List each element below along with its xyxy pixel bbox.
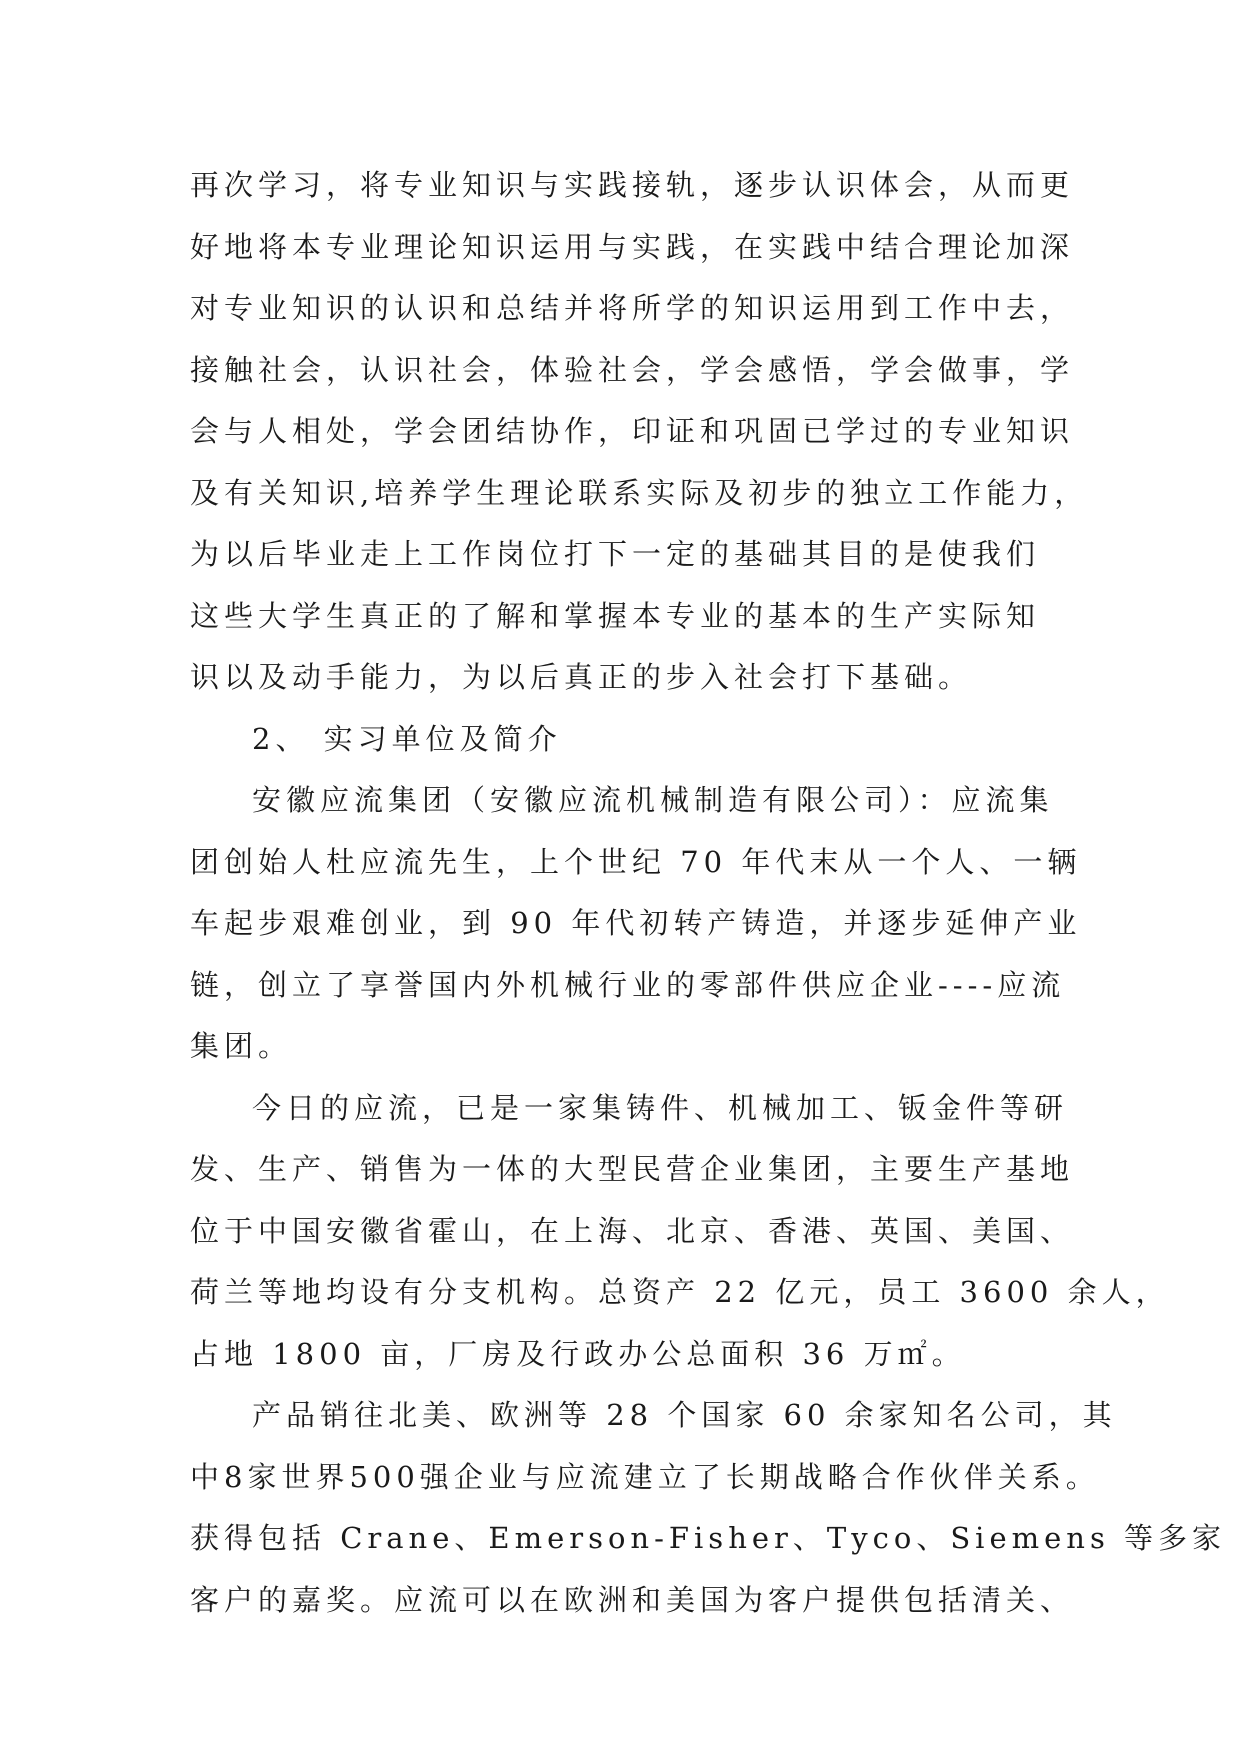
body-text bbox=[190, 155, 1227, 1631]
text-line: 好地将本专业理论知识运用与实践，在实践中结合理论加深 bbox=[190, 229, 1075, 264]
section-heading: 2、 实习单位及简介 bbox=[252, 721, 562, 756]
text-line: 接触社会，认识社会，体验社会，学会感悟，学会做事，学 bbox=[190, 352, 1075, 387]
text-line: 对专业知识的认识和总结并将所学的知识运用到工作中去， bbox=[190, 291, 1075, 325]
text-line: 为以后毕业走上工作岗位打下一定的基础其目的是使我们 bbox=[190, 537, 1041, 571]
text-line: 安徽应流集团（安徽应流机械制造有限公司）：应流集 bbox=[252, 783, 1054, 817]
text-line: 客户的嘉奖。应流可以在欧洲和美国为客户提供包括清关、 bbox=[190, 1582, 1075, 1617]
text-line: 位于中国安徽省霍山，在上海、北京、香港、英国、美国、 bbox=[190, 1213, 1075, 1248]
text-line: 产品销往北美、欧洲等 28 个国家 60 余家知名公司，其 bbox=[252, 1398, 1117, 1432]
text-line: 荷兰等地均设有分支机构。总资产 22 亿元，员工 3600 余人， bbox=[190, 1275, 1170, 1309]
text-line: 链，创立了享誉国内外机械行业的零部件供应企业----应流 bbox=[190, 967, 1066, 1002]
text-line: 识以及动手能力，为以后真正的步入社会打下基础。 bbox=[190, 660, 973, 694]
text-line: 发、生产、销售为一体的大型民营企业集团，主要生产基地 bbox=[190, 1152, 1075, 1186]
text-line: 获得包括 Crane、Emerson-Fisher、Tyco、Siemens 等多家 bbox=[190, 1521, 1227, 1555]
text-line: 这些大学生真正的了解和掌握本专业的基本的生产实际知 bbox=[190, 598, 1041, 633]
text-line: 今日的应流，已是一家集铸件、机械加工、钣金件等研 bbox=[252, 1090, 1069, 1125]
text-line: 中8家世界500强企业与应流建立了长期战略合作伙伴关系。 bbox=[190, 1459, 1100, 1494]
text-line: 占地 1800 亩，厂房及行政办公总面积 36 万㎡。 bbox=[190, 1336, 966, 1371]
text-line: 及有关知识,培养学生理论联系实际及初步的独立工作能力， bbox=[190, 475, 1089, 510]
text-line: 车起步艰难创业，到 90 年代初转产铸造，并逐步延伸产业 bbox=[190, 906, 1082, 940]
text-line: 会与人相处，学会团结协作，印证和巩固已学过的专业知识 bbox=[190, 414, 1075, 448]
text-line: 集团。 bbox=[190, 1029, 293, 1063]
text-line: 团创始人杜应流先生，上个世纪 70 年代末从一个人、一辆 bbox=[190, 844, 1082, 879]
text-line: 再次学习，将专业知识与实践接轨，逐步认识体会，从而更 bbox=[190, 168, 1075, 202]
